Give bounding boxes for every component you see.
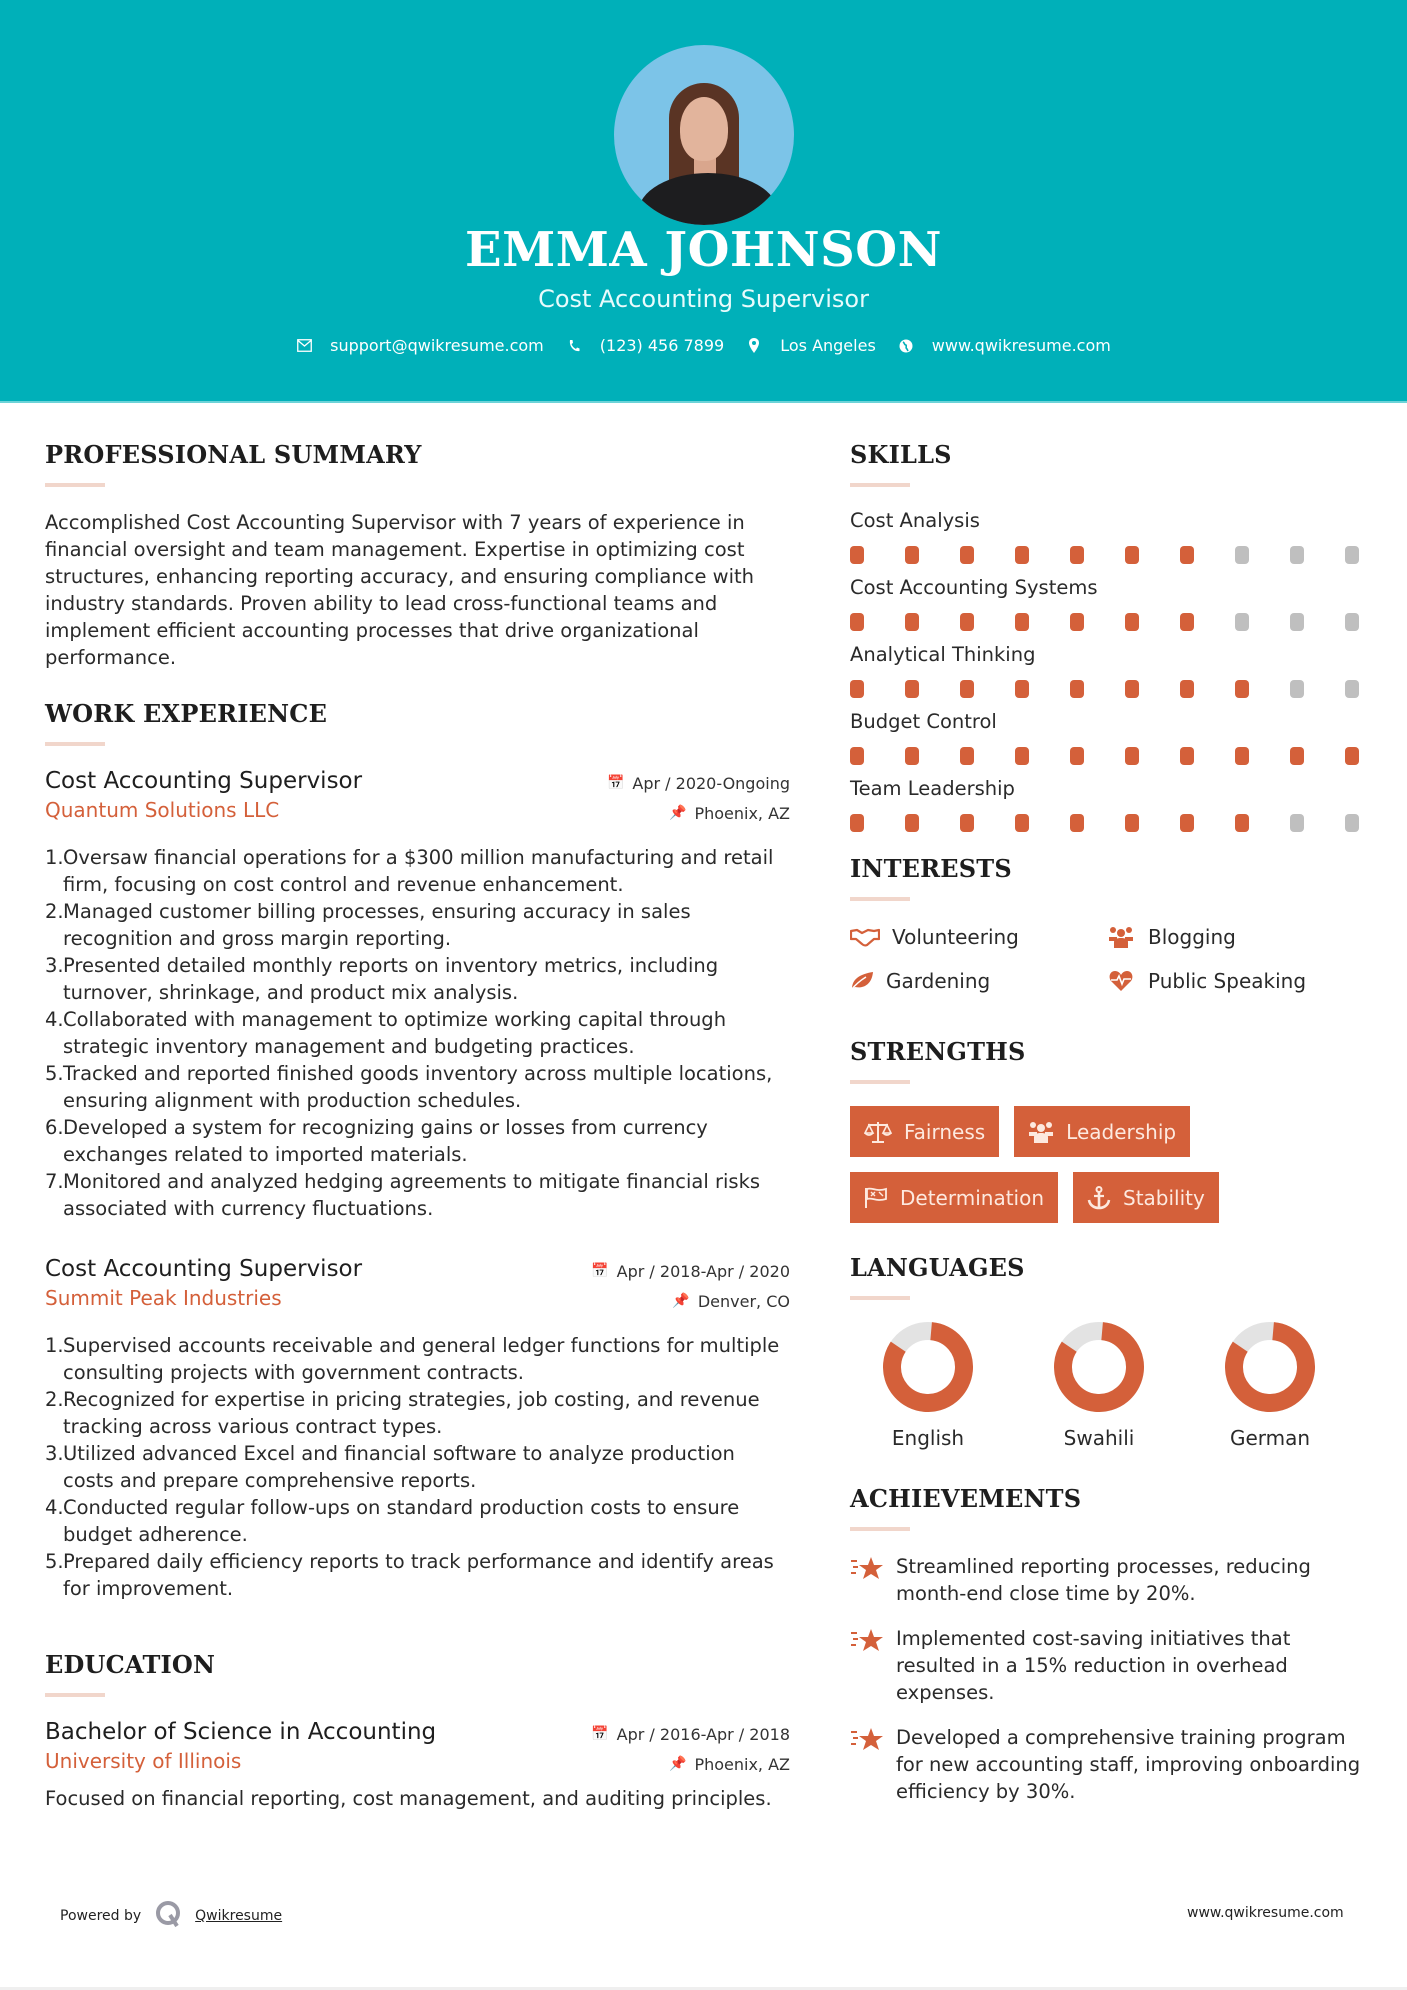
section-divider bbox=[850, 897, 910, 901]
rating-dot-empty bbox=[1345, 546, 1359, 564]
company-name: Summit Peak Industries bbox=[45, 1286, 282, 1310]
rating-dot-filled bbox=[1015, 546, 1029, 564]
job-bullet: 1. Supervised accounts receivable and general ledger functions for multiple consulting projects with government contracts. bbox=[45, 1334, 780, 1384]
interests-section bbox=[850, 854, 1370, 995]
skill-item bbox=[850, 509, 1370, 564]
language-proficiency-donut bbox=[883, 1322, 973, 1412]
job-header bbox=[45, 768, 790, 828]
language-label: Swahili bbox=[1063, 1426, 1135, 1450]
summary-section bbox=[45, 440, 790, 671]
rating-dot-filled bbox=[850, 680, 864, 698]
skill-label: Cost Accounting Systems bbox=[850, 576, 1098, 599]
rating-dot-filled bbox=[960, 613, 974, 631]
strength-badge bbox=[850, 1172, 1058, 1223]
rating-dot-empty bbox=[1290, 546, 1304, 564]
calendar-icon: 📅 bbox=[591, 1726, 609, 1742]
contact-website[interactable] bbox=[898, 336, 1111, 355]
photo-face bbox=[680, 97, 728, 161]
section-title: SKILLS bbox=[850, 440, 952, 469]
skill-item bbox=[850, 576, 1370, 631]
job-dates: Apr / 2018-Apr / 2020 bbox=[616, 1261, 790, 1281]
left-column bbox=[45, 440, 790, 1812]
envelope-icon bbox=[296, 338, 312, 354]
section-title: WORK EXPERIENCE bbox=[45, 699, 328, 728]
interest-label: Public Speaking bbox=[1148, 969, 1307, 993]
anchor-icon bbox=[1087, 1186, 1111, 1210]
job-bullet: 5. Prepared daily efficiency reports to track performance and identify areas for improvement. bbox=[45, 1550, 774, 1600]
rating-dot-filled bbox=[905, 814, 919, 832]
job-bullet: 7. Monitored and analyzed hedging agreements to mitigate financial risks associated with currency fluctuations. bbox=[45, 1170, 761, 1220]
rating-dot-filled bbox=[1125, 680, 1139, 698]
job-dates: Apr / 2020-Ongoing bbox=[632, 773, 790, 793]
job-bullets bbox=[45, 844, 790, 1222]
flag-icon bbox=[864, 1187, 888, 1209]
rating-dot-filled bbox=[1180, 546, 1194, 564]
contact-email[interactable] bbox=[296, 336, 544, 355]
rating-dot-filled bbox=[960, 546, 974, 564]
job-bullet: 5. Tracked and reported finished goods inventory across multiple locations, ensuring alignment with production schedules. bbox=[45, 1062, 773, 1112]
section-title: LANGUAGES bbox=[850, 1253, 1025, 1282]
rating-dot-empty bbox=[1290, 814, 1304, 832]
language-proficiency-donut bbox=[1054, 1322, 1144, 1412]
candidate-name: EMMA JOHNSON bbox=[465, 222, 942, 278]
job-title: Cost Accounting Supervisor bbox=[45, 768, 363, 794]
interests-grid bbox=[850, 923, 1370, 995]
job-meta bbox=[607, 768, 790, 828]
rating-dot-filled bbox=[1070, 680, 1084, 698]
map-pin-icon bbox=[746, 338, 762, 354]
section-title: INTERESTS bbox=[850, 854, 1012, 883]
degree-title: Bachelor of Science in Accounting bbox=[45, 1719, 437, 1745]
qwikresume-link[interactable]: Qwikresume bbox=[195, 1908, 283, 1924]
experience-section bbox=[45, 699, 790, 1602]
language-label: English bbox=[891, 1426, 965, 1450]
language-item bbox=[866, 1322, 990, 1450]
job-entry bbox=[45, 768, 790, 1222]
rating-dot-empty bbox=[1345, 814, 1359, 832]
job-title: Cost Accounting Supervisor bbox=[45, 1256, 363, 1282]
rating-dot-filled bbox=[1125, 613, 1139, 631]
skill-rating bbox=[850, 680, 1370, 698]
profile-photo bbox=[614, 45, 794, 225]
rating-dot-filled bbox=[1015, 613, 1029, 631]
strength-label: Stability bbox=[1123, 1185, 1205, 1210]
phone-icon bbox=[566, 338, 582, 354]
pushpin-icon: 📌 bbox=[669, 805, 687, 821]
interest-label: Gardening bbox=[886, 969, 991, 993]
strength-badge bbox=[850, 1106, 999, 1157]
rating-dot-filled bbox=[905, 747, 919, 765]
rating-dot-filled bbox=[1235, 680, 1249, 698]
skills-section bbox=[850, 440, 1370, 832]
photo-jacket bbox=[638, 173, 778, 225]
language-item bbox=[1037, 1322, 1161, 1450]
job-bullet: 4. Collaborated with management to optimize working capital through strategic inventory management and budgeting practices. bbox=[45, 1008, 727, 1058]
heartbeat-icon bbox=[1106, 969, 1136, 993]
rating-dot-filled bbox=[1070, 747, 1084, 765]
job-meta bbox=[591, 1256, 790, 1316]
skill-label: Budget Control bbox=[850, 710, 997, 733]
education-header bbox=[45, 1719, 790, 1779]
job-location: Phoenix, AZ bbox=[694, 803, 790, 823]
job-bullet: 4. Conducted regular follow-ups on standard production costs to ensure budget adherence. bbox=[45, 1496, 740, 1546]
rating-dot-filled bbox=[960, 680, 974, 698]
languages-section bbox=[850, 1253, 1370, 1450]
skill-item bbox=[850, 643, 1370, 698]
job-location: Denver, CO bbox=[697, 1291, 790, 1311]
interest-item bbox=[850, 967, 1106, 995]
strength-badge bbox=[1073, 1172, 1219, 1223]
rating-dot-filled bbox=[960, 814, 974, 832]
rating-dot-filled bbox=[1180, 814, 1194, 832]
rating-dot-filled bbox=[1070, 613, 1084, 631]
scale-icon bbox=[864, 1121, 892, 1143]
section-title: PROFESSIONAL SUMMARY bbox=[45, 440, 422, 469]
handshake-icon bbox=[850, 925, 880, 949]
phone-text: (123) 456 7899 bbox=[599, 336, 725, 355]
pushpin-icon: 📌 bbox=[672, 1293, 690, 1309]
section-divider bbox=[850, 1527, 910, 1531]
shooting-star-icon bbox=[850, 1625, 884, 1706]
powered-by-label: Powered by bbox=[60, 1908, 142, 1924]
interest-item bbox=[850, 923, 1106, 951]
pushpin-icon: 📌 bbox=[669, 1756, 687, 1772]
rating-dot-empty bbox=[1345, 613, 1359, 631]
job-bullet: 6. Developed a system for recognizing gains or losses from currency exchanges related to imported materials. bbox=[45, 1116, 708, 1166]
skill-rating bbox=[850, 747, 1370, 765]
rating-dot-filled bbox=[1125, 814, 1139, 832]
strength-badge bbox=[1014, 1106, 1190, 1157]
shooting-star-icon bbox=[850, 1724, 884, 1805]
section-divider bbox=[850, 483, 910, 487]
section-divider bbox=[45, 742, 105, 746]
rating-dot-filled bbox=[1015, 814, 1029, 832]
interest-item bbox=[1106, 967, 1356, 995]
section-title: ACHIEVEMENTS bbox=[850, 1484, 1082, 1513]
language-label: German bbox=[1229, 1426, 1311, 1450]
skill-label: Cost Analysis bbox=[850, 509, 980, 532]
summary-text: Accomplished Cost Accounting Supervisor with 7 years of experience in financial oversight and team management. Expertise in optimizing cost structures, enhancing reporting accuracy, and ensuring compliance with industry standards. Proven ability to lead cross-functional teams and implement efficient accounting processes that drive organizational performance. bbox=[45, 511, 755, 669]
job-bullet: 3. Presented detailed monthly reports on inventory metrics, including turnover, shrinkage, and product mix analysis. bbox=[45, 954, 719, 1004]
interest-item bbox=[1106, 923, 1356, 951]
language-proficiency-donut bbox=[1225, 1322, 1315, 1412]
section-divider bbox=[45, 1693, 105, 1697]
contact-location bbox=[746, 336, 876, 355]
job-bullet: 2. Recognized for expertise in pricing strategies, job costing, and revenue tracking across various contract types. bbox=[45, 1388, 760, 1438]
achievement-item bbox=[850, 1625, 1370, 1706]
shooting-star-icon bbox=[850, 1553, 884, 1607]
rating-dot-filled bbox=[850, 747, 864, 765]
strength-label: Fairness bbox=[904, 1119, 986, 1144]
job-entry bbox=[45, 1256, 790, 1602]
achievement-text: Developed a comprehensive training program for new accounting staff, improving onboarding efficiency by 30%. bbox=[896, 1726, 1361, 1803]
rating-dot-filled bbox=[1290, 747, 1304, 765]
section-title: STRENGTHS bbox=[850, 1037, 1026, 1066]
rating-dot-filled bbox=[850, 814, 864, 832]
contact-phone[interactable] bbox=[566, 336, 724, 355]
achievement-item bbox=[850, 1553, 1370, 1607]
strength-label: Leadership bbox=[1066, 1119, 1177, 1144]
rating-dot-filled bbox=[1180, 613, 1194, 631]
rating-dot-filled bbox=[1125, 546, 1139, 564]
rating-dot-filled bbox=[1070, 814, 1084, 832]
rating-dot-filled bbox=[1070, 546, 1084, 564]
rating-dot-filled bbox=[1180, 747, 1194, 765]
job-bullet: 1. Oversaw financial operations for a $300 million manufacturing and retail firm, focusing on cost control and revenue enhancement. bbox=[45, 846, 774, 896]
candidate-title: Cost Accounting Supervisor bbox=[538, 285, 869, 313]
footer-powered-by bbox=[60, 1900, 282, 1932]
strengths-section bbox=[850, 1037, 1370, 1223]
languages-list bbox=[850, 1322, 1370, 1450]
job-bullets bbox=[45, 1332, 790, 1602]
users-icon bbox=[1028, 1121, 1054, 1143]
skill-item bbox=[850, 710, 1370, 765]
skill-item bbox=[850, 777, 1370, 832]
achievement-item bbox=[850, 1724, 1370, 1805]
qwikresume-logo-icon bbox=[155, 1900, 183, 1932]
footer-url[interactable]: www.qwikresume.com bbox=[1187, 1905, 1344, 1921]
globe-icon bbox=[898, 338, 914, 354]
rating-dot-empty bbox=[1235, 546, 1249, 564]
leaf-icon bbox=[850, 969, 874, 993]
email-text: support@qwikresume.com bbox=[330, 336, 544, 355]
achievements-section bbox=[850, 1484, 1370, 1805]
strengths-list bbox=[850, 1106, 1270, 1223]
skills-list bbox=[850, 509, 1370, 832]
rating-dot-filled bbox=[1235, 814, 1249, 832]
calendar-icon: 📅 bbox=[606, 775, 625, 791]
resume-header bbox=[0, 0, 1407, 403]
contact-bar bbox=[0, 336, 1407, 355]
job-header bbox=[45, 1256, 790, 1316]
rating-dot-filled bbox=[1015, 747, 1029, 765]
rating-dot-filled bbox=[905, 613, 919, 631]
interest-label: Volunteering bbox=[892, 925, 1019, 949]
skill-rating bbox=[850, 814, 1370, 832]
section-divider bbox=[45, 483, 105, 487]
rating-dot-filled bbox=[1125, 747, 1139, 765]
right-column bbox=[850, 440, 1370, 1823]
section-title: EDUCATION bbox=[45, 1650, 216, 1679]
skill-label: Analytical Thinking bbox=[850, 643, 1036, 666]
interest-label: Blogging bbox=[1148, 925, 1236, 949]
rating-dot-filled bbox=[1345, 747, 1359, 765]
education-location: Phoenix, AZ bbox=[694, 1754, 790, 1774]
achievements-list bbox=[850, 1553, 1370, 1805]
section-divider bbox=[850, 1080, 910, 1084]
website-text: www.qwikresume.com bbox=[931, 336, 1111, 355]
job-bullet: 2. Managed customer billing processes, ensuring accuracy in sales recognition and gross margin reporting. bbox=[45, 900, 691, 950]
rating-dot-filled bbox=[1235, 747, 1249, 765]
achievement-text: Implemented cost-saving initiatives that resulted in a 15% reduction in overhead expenses. bbox=[896, 1627, 1291, 1704]
users-icon bbox=[1106, 925, 1136, 949]
strength-label: Determination bbox=[900, 1185, 1045, 1210]
rating-dot-empty bbox=[1345, 680, 1359, 698]
rating-dot-filled bbox=[960, 747, 974, 765]
skill-label: Team Leadership bbox=[850, 777, 1015, 800]
rating-dot-filled bbox=[850, 613, 864, 631]
section-divider bbox=[850, 1296, 910, 1300]
rating-dot-empty bbox=[1290, 613, 1304, 631]
job-bullet: 3. Utilized advanced Excel and financial software to analyze production costs and prepare comprehensive reports. bbox=[45, 1442, 735, 1492]
rating-dot-filled bbox=[1180, 680, 1194, 698]
rating-dot-filled bbox=[905, 546, 919, 564]
rating-dot-filled bbox=[1015, 680, 1029, 698]
language-item bbox=[1208, 1322, 1332, 1450]
skill-rating bbox=[850, 546, 1370, 564]
education-meta bbox=[591, 1719, 790, 1779]
company-name: Quantum Solutions LLC bbox=[45, 798, 280, 822]
education-section bbox=[45, 1650, 790, 1812]
rating-dot-filled bbox=[905, 680, 919, 698]
education-description: Focused on financial reporting, cost management, and auditing principles. bbox=[45, 1787, 772, 1810]
rating-dot-filled bbox=[850, 546, 864, 564]
skill-rating bbox=[850, 613, 1370, 631]
rating-dot-empty bbox=[1290, 680, 1304, 698]
calendar-icon: 📅 bbox=[591, 1263, 609, 1279]
achievement-text: Streamlined reporting processes, reducing month-end close time by 20%. bbox=[896, 1555, 1311, 1605]
rating-dot-empty bbox=[1235, 613, 1249, 631]
school-name: University of Illinois bbox=[45, 1749, 242, 1773]
location-text: Los Angeles bbox=[780, 336, 876, 355]
education-dates: Apr / 2016-Apr / 2018 bbox=[616, 1724, 790, 1744]
